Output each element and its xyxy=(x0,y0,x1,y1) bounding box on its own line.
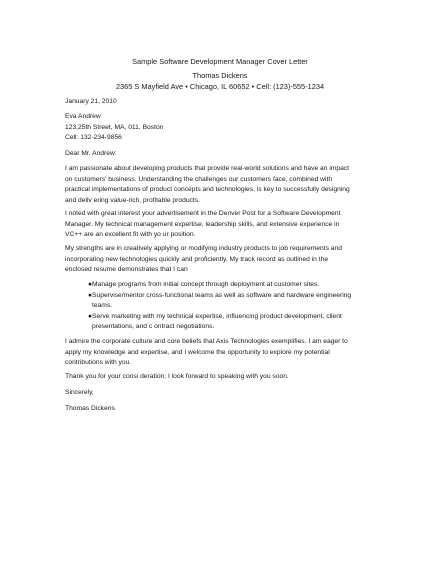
date-line: January 21, 2010 xyxy=(65,98,117,105)
strengths-list xyxy=(88,280,383,333)
letter-title: Sample Software Development Manager Cover Letter xyxy=(132,57,308,66)
list-item-continuation: teams. xyxy=(92,302,113,310)
paragraph-3 xyxy=(65,244,383,276)
salutation-line: Dear Mr. Andrew: xyxy=(65,150,117,157)
paragraph-line: on customers' business. Understanding the challenges our customers face, combined with xyxy=(65,175,333,183)
list-item-continuation: presentations, and c ontract negotiations. xyxy=(92,323,215,331)
paragraph-line: My strengths are in creatively applying or modifying industry products to job requirements and xyxy=(65,245,342,252)
paragraph-line: I noted with great interest your advertisement in the Denver Post for a Software Development xyxy=(65,210,341,217)
paragraph-5 xyxy=(65,372,383,383)
paragraph-line: Thank you for your consi deration; I look forward to speaking with you soon. xyxy=(65,373,289,380)
paragraph-line: apply my knowledge and expertise, and I welcome the opportunity to explore my potential xyxy=(65,348,330,356)
paragraph-line: Manager. My technical management expertise, leadership skills, and extensive experience in xyxy=(65,220,340,228)
list-item: ●Serve marketing with my technical expertise, influencing product development, client xyxy=(88,312,342,320)
paragraph-line: contributions with you. xyxy=(65,359,132,367)
paragraph-4 xyxy=(65,337,383,369)
paragraph-line: I am passionate about developing products that provide real-world solutions and have an impact xyxy=(65,165,350,172)
paragraph-1 xyxy=(65,164,383,206)
letter-date xyxy=(65,97,383,108)
list-item: ●Manage programs from initial concept through deployment at customer sites. xyxy=(88,281,320,288)
closing xyxy=(65,388,383,399)
list-item: ●Supervise/mentor cross-functional teams as well as software and hardware engineering xyxy=(88,291,352,299)
recipient-cell: Cell: 132-234-9856 xyxy=(65,134,122,142)
paragraph-line: enclosed resume demonstrates that I can xyxy=(65,266,188,274)
paragraph-line: incorporating new technologies quickly and proficiently. My track record as outlined in the xyxy=(65,255,329,263)
paragraph-line: and deliv ering value-rich, profitable products. xyxy=(65,196,200,204)
paragraph-line: practical implementations of product concepts and technologies, is key to successfully designing xyxy=(65,186,350,194)
recipient-block xyxy=(65,112,383,144)
sender-address: 2365 S Mayfield Ave • Chicago, IL 60652 • Cell: (123)-555-1234 xyxy=(115,82,325,91)
closing-line: Sincerely, xyxy=(65,389,94,396)
recipient-street: 123,25th Street, MA, 011, Boston xyxy=(65,123,164,131)
salutation xyxy=(65,149,383,160)
paragraph-line: VC++ are an excellent fit with yo ur position. xyxy=(65,231,196,239)
signature-name: Thomas Dickens xyxy=(65,405,115,412)
paragraph-2 xyxy=(65,209,383,241)
sender-name: Thomas Dickens xyxy=(192,71,248,80)
signature xyxy=(65,404,383,415)
recipient-name: Eva Andrew xyxy=(65,113,101,120)
paragraph-line: I admire the corporate culture and core beliefs that Axis Technologies exemplifies. I am eager to xyxy=(65,338,348,345)
